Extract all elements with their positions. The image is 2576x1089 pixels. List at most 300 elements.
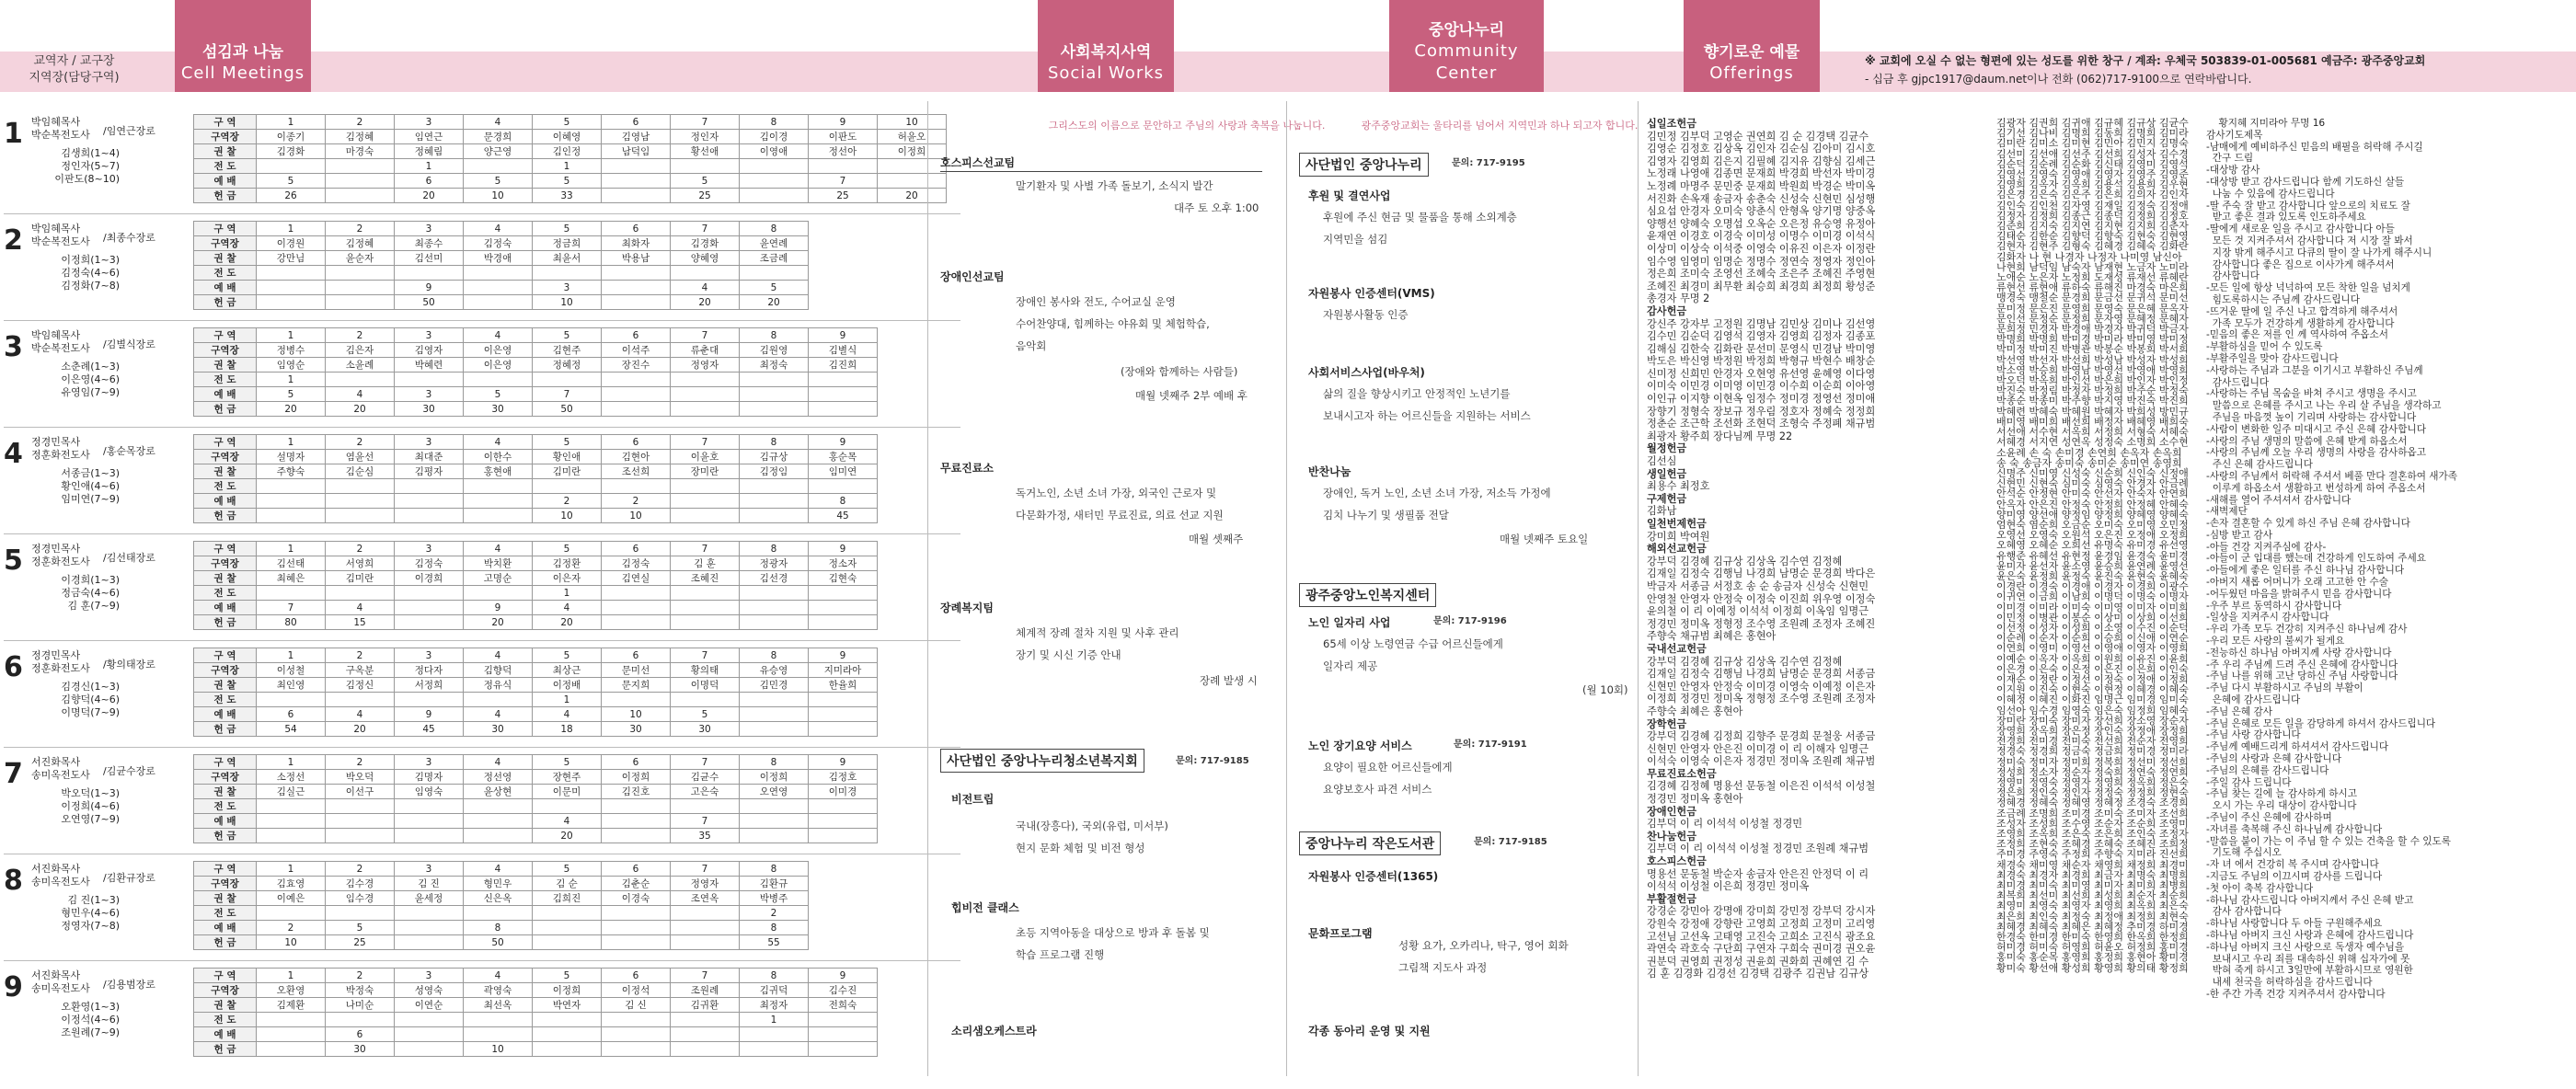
table-cell: 7 — [533, 387, 602, 402]
table-cell: 20 — [395, 189, 464, 203]
table-cell: 20 — [326, 402, 395, 417]
table-cell: 4 — [326, 707, 395, 722]
offering-names: 명용선 문동철 박순자 송금자 안은진 안정덕 이 리 이석석 이성철 이은희 정경민 정미옥 — [1647, 867, 1869, 893]
table-row — [194, 1027, 878, 1042]
divider — [1638, 101, 1639, 1076]
table-cell: 20 — [740, 295, 809, 310]
table-cell: 양근영 — [464, 144, 533, 159]
table-cell: 박혜련 — [395, 358, 464, 373]
table-cell: 4 — [533, 814, 602, 829]
table-cell: 최종수 — [395, 236, 464, 251]
row-header: 구역장 — [194, 983, 257, 998]
table-cell: 7 — [671, 222, 740, 236]
table-cell: 6 — [602, 115, 671, 130]
table-cell — [740, 494, 809, 509]
table-cell: 8 — [740, 921, 809, 935]
table-cell: 김수경 — [326, 877, 395, 891]
table-row — [194, 281, 809, 295]
table-cell: 김정환 — [533, 556, 602, 571]
table-cell: 4 — [464, 648, 533, 663]
table-cell: 최정숙 — [740, 358, 809, 373]
table-cell — [464, 906, 533, 921]
row-header: 구 역 — [194, 115, 257, 130]
cc-sponsor-line-1: 후원에 주신 현금 및 물품을 통해 소외계층 — [1323, 211, 1517, 224]
table-cell: 이정희 — [602, 770, 671, 785]
table-cell: 6 — [395, 174, 464, 189]
table-cell: 6 — [257, 707, 326, 722]
table-cell: 1 — [533, 586, 602, 601]
table-row — [194, 464, 878, 479]
table-cell: 4 — [464, 435, 533, 450]
table-cell — [326, 814, 395, 829]
row-header: 헌 금 — [194, 935, 257, 950]
table-cell: 소윤례 — [326, 358, 395, 373]
group-elder: /김균수장로 — [103, 765, 155, 777]
table-cell — [257, 814, 326, 829]
table-cell: 25 — [326, 935, 395, 950]
table-cell: 4 — [464, 755, 533, 770]
row-header: 구 역 — [194, 435, 257, 450]
table-cell: 김정숙 — [395, 556, 464, 571]
table-cell: 8 — [740, 648, 809, 663]
table-cell: 1 — [257, 969, 326, 983]
table-cell — [809, 722, 878, 737]
table-cell — [740, 586, 809, 601]
group-number: 7 — [4, 758, 23, 790]
table-cell — [809, 1042, 878, 1057]
table-cell: 김진호 — [602, 785, 671, 799]
table-cell — [602, 906, 671, 921]
offering-names: 김부덕 이 리 이석석 이성철 정경민 — [1647, 818, 1803, 831]
row-header: 구역장 — [194, 130, 257, 144]
table-cell — [740, 509, 809, 523]
table-cell: 33 — [533, 189, 602, 203]
table-cell — [257, 1027, 326, 1042]
table-cell: 윤세정 — [395, 891, 464, 906]
table-cell: 50 — [395, 295, 464, 310]
row-header: 구역장 — [194, 556, 257, 571]
table-cell: 김현아 — [602, 450, 671, 464]
group-regions: 김생희(1~4) 정인자(5~7) 이판도(8~10) — [54, 147, 120, 185]
table-cell: 정선영 — [464, 770, 533, 785]
table-cell — [671, 601, 740, 615]
group-regions: 서종금(1~3) 황인애(4~6) 임미연(7~9) — [61, 467, 120, 505]
row-header: 헌 금 — [194, 295, 257, 310]
table-row — [194, 251, 809, 266]
group-separator — [4, 213, 960, 214]
row-header: 구역장 — [194, 343, 257, 358]
table-cell — [395, 479, 464, 494]
table-cell — [602, 693, 671, 707]
table-cell: 8 — [740, 435, 809, 450]
table-row — [194, 891, 809, 906]
table-cell: 성영숙 — [395, 983, 464, 998]
table-cell: 30 — [326, 1042, 395, 1057]
group-regions: 김경신(1~3) 김향덕(4~6) 이명덕(7~9) — [61, 681, 120, 718]
table-cell: 정인자 — [671, 130, 740, 144]
table-cell — [740, 1042, 809, 1057]
table-cell: 김진희 — [809, 358, 878, 373]
header-left-label: 교역자 / 교구장 지역장(담당구역) — [29, 54, 120, 85]
table-cell: 6 — [602, 755, 671, 770]
table-cell: 45 — [809, 509, 878, 523]
table-cell — [533, 906, 602, 921]
group-number: 6 — [4, 651, 23, 683]
table-cell: 45 — [395, 722, 464, 737]
row-header: 전 도 — [194, 159, 257, 174]
group-pastors: 서진화목사 송미옥전도사 — [31, 756, 90, 781]
table-cell: 김정숙 — [602, 556, 671, 571]
table-cell: 고은숙 — [671, 785, 740, 799]
table-cell: 5 — [257, 174, 326, 189]
table-cell — [395, 494, 464, 509]
table-cell: 김 신 — [602, 998, 671, 1013]
table-cell — [464, 586, 533, 601]
table-cell: 장진수 — [602, 358, 671, 373]
table-cell: 김수진 — [809, 983, 878, 998]
table-cell: 김인정 — [533, 144, 602, 159]
table-row — [194, 115, 947, 130]
table-row — [194, 969, 878, 983]
table-cell — [809, 1013, 878, 1027]
table-cell: 조혜진 — [671, 571, 740, 586]
table-cell: 30 — [395, 402, 464, 417]
row-header: 전 도 — [194, 586, 257, 601]
cc-box1 — [1299, 153, 1429, 177]
table-cell — [257, 159, 326, 174]
table-row — [194, 722, 878, 737]
table-cell: 6 — [602, 435, 671, 450]
row-header: 권 찰 — [194, 678, 257, 693]
table-cell: 허윤오 — [878, 130, 947, 144]
table-cell — [257, 266, 326, 281]
table-cell: 김별식 — [809, 343, 878, 358]
table-cell — [464, 266, 533, 281]
table-cell — [257, 509, 326, 523]
table-cell: 윤상현 — [464, 785, 533, 799]
table-cell: 이성철 — [257, 663, 326, 678]
table-cell: 강만님 — [257, 251, 326, 266]
table-cell — [395, 799, 464, 814]
table-row — [194, 921, 809, 935]
group-elder: /김별식장로 — [103, 338, 155, 350]
table-cell: 김제환 — [257, 998, 326, 1013]
table-cell — [740, 159, 809, 174]
table-cell — [671, 1027, 740, 1042]
table-cell: 류춘대 — [671, 343, 740, 358]
table-cell: 김선태 — [257, 556, 326, 571]
group-separator — [4, 747, 960, 748]
table-cell — [464, 829, 533, 843]
table-cell — [671, 494, 740, 509]
group-number: 2 — [4, 224, 23, 257]
table-cell: 황인애 — [533, 450, 602, 464]
tab-community-center[interactable] — [1389, 0, 1544, 92]
table-cell — [326, 174, 395, 189]
tab-social-works[interactable] — [1038, 0, 1174, 92]
table-cell: 장현주 — [533, 770, 602, 785]
table-cell — [533, 1027, 602, 1042]
cc-1365-title: 자원봉사 인증센터(1365) — [1308, 870, 1439, 883]
table-cell: 3 — [533, 281, 602, 295]
table-cell — [464, 799, 533, 814]
cell-group-table — [193, 221, 809, 310]
table-cell — [602, 281, 671, 295]
table-cell — [464, 295, 533, 310]
group-elder: /김용범장로 — [103, 979, 155, 991]
table-cell — [671, 1013, 740, 1027]
row-header: 헌 금 — [194, 1042, 257, 1057]
table-cell — [602, 615, 671, 630]
table-cell: 20 — [878, 189, 947, 203]
table-cell: 김순심 — [326, 464, 395, 479]
group-pastors: 정경민목사 정훈화전도사 — [31, 436, 90, 461]
table-cell — [671, 159, 740, 174]
cell-group-label — [4, 326, 188, 427]
row-header: 구역장 — [194, 450, 257, 464]
table-row — [194, 236, 809, 251]
table-cell: 1 — [257, 328, 326, 343]
table-cell: 김 훈 — [671, 556, 740, 571]
row-header: 권 찰 — [194, 144, 257, 159]
table-cell: 한율희 — [809, 678, 878, 693]
sw-clinic-title: 무료진료소 — [940, 462, 994, 475]
table-cell — [326, 373, 395, 387]
sw-funeral-title: 장례복지팀 — [940, 602, 994, 614]
table-cell: 3 — [395, 542, 464, 556]
group-elder: /최종수장로 — [103, 232, 155, 244]
table-row — [194, 755, 878, 770]
table-cell: 4 — [464, 862, 533, 877]
table-cell: 이정희 — [533, 983, 602, 998]
row-header: 구 역 — [194, 648, 257, 663]
offering-names: 최용수 최정호 — [1647, 480, 1710, 493]
table-cell: 신은옥 — [464, 891, 533, 906]
sw-funeral-line-3: 장례 발생 시 — [1200, 674, 1258, 687]
row-header: 구역장 — [194, 236, 257, 251]
table-cell: 5 — [533, 115, 602, 130]
tab-cell-meetings[interactable] — [175, 0, 311, 92]
table-cell — [464, 494, 533, 509]
table-cell — [326, 281, 395, 295]
row-header: 구 역 — [194, 862, 257, 877]
cell-group-label — [4, 539, 188, 640]
table-cell: 9 — [395, 281, 464, 295]
table-cell — [257, 1013, 326, 1027]
table-cell: 이석주 — [602, 343, 671, 358]
table-cell: 8 — [740, 969, 809, 983]
table-cell — [740, 479, 809, 494]
table-cell: 정소자 — [809, 556, 878, 571]
table-cell — [809, 1027, 878, 1042]
table-cell: 4 — [464, 115, 533, 130]
row-header: 예 배 — [194, 174, 257, 189]
table-cell — [326, 295, 395, 310]
table-cell: 4 — [464, 222, 533, 236]
table-cell: 이정배 — [533, 678, 602, 693]
cc-job-phone: 문의: 717-9196 — [1433, 616, 1507, 626]
table-cell — [671, 373, 740, 387]
table-cell — [395, 906, 464, 921]
table-cell: 4 — [464, 542, 533, 556]
group-number: 3 — [4, 331, 23, 363]
youth-center-title — [940, 749, 1144, 773]
table-cell: 이은자 — [533, 571, 602, 586]
offering-note-line-1: ※ 교회에 오실 수 없는 형편에 있는 성도를 위한 창구 / 계좌: 우체국 503839-01-005681 예금주: 광주중앙교회 — [1865, 54, 2426, 67]
table-row — [194, 295, 809, 310]
table-cell — [533, 1013, 602, 1027]
table-cell: 고명순 — [464, 571, 533, 586]
row-header: 전 도 — [194, 266, 257, 281]
table-cell — [740, 707, 809, 722]
cc-box2-title: 광주중앙노인복지센터 — [1305, 589, 1431, 603]
group-regions: 김 진(1~3) 형민우(4~6) 정영자(7~8) — [61, 894, 120, 932]
youth-center-name: 사단법인 중앙나누리청소년복지회 — [947, 754, 1138, 769]
table-cell: 8 — [740, 222, 809, 236]
sw-orchestra-title: 소리샘오케스트라 — [951, 1025, 1037, 1037]
table-cell — [326, 799, 395, 814]
table-cell: 1 — [257, 435, 326, 450]
group-pastors: 박임혜목사 박순복전도사 — [31, 223, 90, 247]
table-cell: 김균수 — [671, 770, 740, 785]
table-row — [194, 707, 878, 722]
table-cell: 35 — [671, 829, 740, 843]
cell-group-table — [193, 648, 878, 737]
table-cell: 20 — [671, 295, 740, 310]
table-cell: 소정선 — [257, 770, 326, 785]
offering-names: 김경혜 김정혜 명용선 문동철 이은진 이석석 이성철 정경민 정미옥 홍현아 — [1647, 780, 1876, 806]
table-cell — [809, 402, 878, 417]
table-cell: 임영숙 — [395, 785, 464, 799]
table-cell: 20 — [257, 402, 326, 417]
table-cell — [740, 722, 809, 737]
table-cell — [602, 921, 671, 935]
table-cell: 정영자 — [671, 358, 740, 373]
table-cell — [464, 479, 533, 494]
table-cell: 3 — [395, 862, 464, 877]
table-cell: 20 — [464, 615, 533, 630]
table-cell: 2 — [326, 435, 395, 450]
table-cell — [326, 906, 395, 921]
table-cell: 6 — [602, 542, 671, 556]
group-regions: 이정희(1~3) 김정숙(4~6) 김정화(7~8) — [61, 254, 120, 292]
offering-category: 찬나눔헌금 — [1647, 830, 1697, 843]
table-cell: 1 — [257, 755, 326, 770]
tab-offerings[interactable] — [1684, 0, 1820, 92]
table-cell: 7 — [671, 648, 740, 663]
table-cell — [602, 479, 671, 494]
cc-club-title: 각종 동아리 운영 및 지원 — [1308, 1025, 1431, 1037]
row-header: 헌 금 — [194, 722, 257, 737]
table-row — [194, 648, 878, 663]
table-cell: 김평자 — [395, 464, 464, 479]
table-cell: 9 — [809, 115, 878, 130]
table-row — [194, 373, 878, 387]
sw-disabled-title: 장애인선교팀 — [940, 270, 1005, 283]
table-cell: 7 — [671, 862, 740, 877]
sw-disabled-line-4: (장애와 함께하는 사람들) — [1121, 365, 1238, 378]
cc-job-title: 노인 일자리 사업 — [1308, 616, 1391, 629]
table-cell: 1 — [257, 648, 326, 663]
table-cell — [326, 829, 395, 843]
table-cell: 2 — [326, 542, 395, 556]
offerings-column-1 — [1647, 118, 1996, 1083]
table-row — [194, 358, 878, 373]
table-cell: 설명자 — [257, 450, 326, 464]
offering-category: 감사헌금 — [1647, 304, 1687, 317]
table-cell: 문미선 — [602, 663, 671, 678]
table-cell — [257, 906, 326, 921]
table-cell — [740, 174, 809, 189]
table-cell: 7 — [257, 601, 326, 615]
table-cell: 김미란 — [326, 571, 395, 586]
table-cell: 이은영 — [464, 358, 533, 373]
table-cell — [740, 615, 809, 630]
table-cell: 정병수 — [257, 343, 326, 358]
cc-vms-line-1: 자원봉사활동 인증 — [1323, 308, 1409, 321]
table-cell — [809, 693, 878, 707]
table-cell: 김명자 — [395, 770, 464, 785]
table-cell: 30 — [464, 722, 533, 737]
cc-box1-title: 사단법인 중앙나누리 — [1305, 158, 1422, 173]
table-cell: 10 — [878, 115, 947, 130]
cc-box3 — [1299, 831, 1441, 855]
sw-disabled-line-2: 수어찬양대, 힘께하는 야유회 및 체험학습, — [1016, 317, 1210, 330]
table-cell: 1 — [257, 222, 326, 236]
table-cell — [257, 479, 326, 494]
thanks-prayer-list: 황지혜 지미라아 무명 16 감사기도제목 -남매에게 예비하주신 믿음의 배필을 허락해 주시길 간구 드림 -대상방 감사 -대상방 받고 감사드립니다 함께 기도하신 살들 나눔 수 있음에 감사드립니다 -딸 주숙 잘 받고 감사합니다 앞으로의 치료도 잘 받고 좋은 결과 있도록 인도하주세요 -딸에게 새로운 일을 주시고 감사합니다 아들 모든 것 지켜주셔서 감사합니다 저 시장 잘 봐서 지장 밖게 해주시고 다큐의 딸이 잘 나가게 해주시니 감사합니다 좋은 집으로 이사가게 해주셔서 감사합니다 -모든 일에 항상 넉넉하여 모든 착한 일을 넘치게 힘도록하시는 주님께 감사드립니다 -뜨거운 딸에 일 주신 나고 합격하게 해주셔서 가족 모두가 건강하게 생활하게 감사합니다 -믿음의 좋은 저를 인 께 역사하여 주옵소서 -부활하심을 믿어 수 있도록 -부활주일을 맞아 감사드립니다 -사랑하는 주님과 그분을 이기시고 부활하신 주님께 감사드립니다 -사랑하는 주님 목숨을 바쳐 주시고 생명을 주시고 말씀으로 은혜를 주시고 나는 우리 살 주님을 생각하고 주님을 마음껏 높이 기리며 사랑하는 감사합니다 -사람이 변화한 일주 미대시고 주신 은혜 감사합니다 -사랑의 주님 생명의 말씀에 은혜 받게 하옵소서 -사랑의 주님께 오늘 우리 생명의 사랑을 감사하옵고 주신 은혜 감사드립니다 -사랑의 주님께서 허락해 주셔서 베풀 만다 결혼하여 새가족 이루게 하옵소서 생활하고 번성하게 하여 주옵소서 -새해를 열어 주셔셔서 감사합니다 -새벽제단 -손자 결혼할 수 있게 하신 주님 은혜 감사합니다 -심방 받고 감사 -아들 건강 지켜주심에 감사- -아들이 군 입대를 했는데 건강하게 인도하여 주세요 -아들에게 좋은 일터를 주신 하나님 감사합니다 -아버지 새롭 어머니가 오래 고고한 안 수술 -어두웠던 마음을 밝혀주시 믿음 감사합니다 -우주 부르 동역하시 감사합니다 -일상을 지켜주시 감사합니다 -우리 가족 모두 건강히 지켜주신 하나님께 감사 -우리 모든 사랑의 불씨가 될게요 -전능하신 하나님 아버지께 사랑 감사합니다 -주 우리 주님께 드려 주신 은혜에 감사합니다 -주님 나를 위해 고난 당하신 주님 사랑합니다 -주님 다시 부활하시고 주님의 부활이 은혜에 감사드립니다 -주님 은혜 감사 -주님 은혜로 모든 일을 감당하게 하셔서 감사드립니다 -주님 사랑 감사합니다 -주님께 예배드리게 하셔셔서 감사드립니다 -주님의 사랑과 은혜 감사합니다 -주님의 은혜를 감사드립니다 -주일 감사 드립니다 -주님 찾는 길에 늘 감사하게 하시고 오시 가는 우리 대상이 감사합니다 -주님이 주신 은혜에 감사하며 -자녀를 축복해 주신 하나님께 감사합니다 -말씀을 붙이 가는 이 주님 할 수 있는 건축을 할 수 있도록 기도해 주십시오 -자 녀 에서 건강히 복 주시며 감사합니다 -지금도 주님의 이끄시며 감사를 드립니다 -첫 아이 축복 감사합니다 -하나님 감사드립니다 아버지께서 주신 은혜 받고 감사 감사합니다 -하나님 사랑합니다 두 아들 구원해주세요 -하나님 아버지 크신 사랑과 은혜에 감사드립니다 -하나님 아버지 크신 사랑으로 독생자 예수님을 보내시고 우리 죄를 대속하신 위해 십자가에 못 박혀 죽게 하시고 3일만에 부활하시므로 영원한 내세 천국을 허락하심을 감사드립니다 -한 주간 가족 건강 지켜주셔서 감사합니다 — [2206, 118, 2457, 1000]
sw-disabled-line-3: 음악회 — [1016, 339, 1047, 352]
offering-names: 강신주 강자부 고정원 김명남 김민상 김미나 김선영 김수민 김순덕 김영석 김영자 김영희 김정자 김종포 김해심 김한숙 김화란 문선미 문영식 민경남 박미영 박도은 박신영 박정원 박정희 박형규 박현수 배창순 신미정 신희민 안경자 오현영 유선영 윤혜영 이다영 이미숙 이민경 이미영 이민경 이수희 이순희 이아영 이인규 이지향 이현옥 임정수 정미경 정영선 정미애 장향기 정형숙 장보규 정우림 정호자 정혜숙 정정희 정춘순 조근학 조선화 조현덕 조형숙 주정폐 채규범 최광자 황주희 장다님께 무명 22 — [1647, 317, 1876, 442]
table-cell: 형민우 — [464, 877, 533, 891]
table-cell — [464, 814, 533, 829]
table-cell: 최화자 — [602, 236, 671, 251]
table-cell — [809, 586, 878, 601]
table-cell: 9 — [464, 601, 533, 615]
table-cell — [671, 509, 740, 523]
table-cell: 최윤서 — [533, 251, 602, 266]
table-row — [194, 542, 878, 556]
row-header: 권 찰 — [194, 998, 257, 1013]
table-cell: 김춘순 — [602, 877, 671, 891]
sw-hipvision-title: 힙비전 클래스 — [951, 901, 1019, 914]
table-cell: 5 — [326, 921, 395, 935]
table-cell — [671, 266, 740, 281]
cc-box3-title: 중앙나누리 작은도서관 — [1305, 837, 1435, 852]
table-cell: 김연실 — [602, 571, 671, 586]
table-cell: 김현주 — [533, 343, 602, 358]
table-cell — [464, 281, 533, 295]
table-cell — [602, 1042, 671, 1057]
table-cell — [602, 174, 671, 189]
table-cell: 1 — [257, 862, 326, 877]
table-cell: 8 — [740, 755, 809, 770]
table-cell: 김정숙 — [464, 236, 533, 251]
table-row — [194, 770, 878, 785]
row-header: 전 도 — [194, 373, 257, 387]
table-row — [194, 601, 878, 615]
table-cell: 7 — [671, 115, 740, 130]
table-cell: 3 — [395, 115, 464, 130]
table-cell — [740, 373, 809, 387]
table-cell: 최인영 — [257, 678, 326, 693]
table-cell: 김귀덕 — [740, 983, 809, 998]
table-cell: 김선미 — [395, 251, 464, 266]
table-cell: 1 — [257, 373, 326, 387]
offering-category: 무료진료소헌금 — [1647, 767, 1717, 780]
table-cell: 3 — [395, 387, 464, 402]
divider — [1286, 101, 1287, 1076]
